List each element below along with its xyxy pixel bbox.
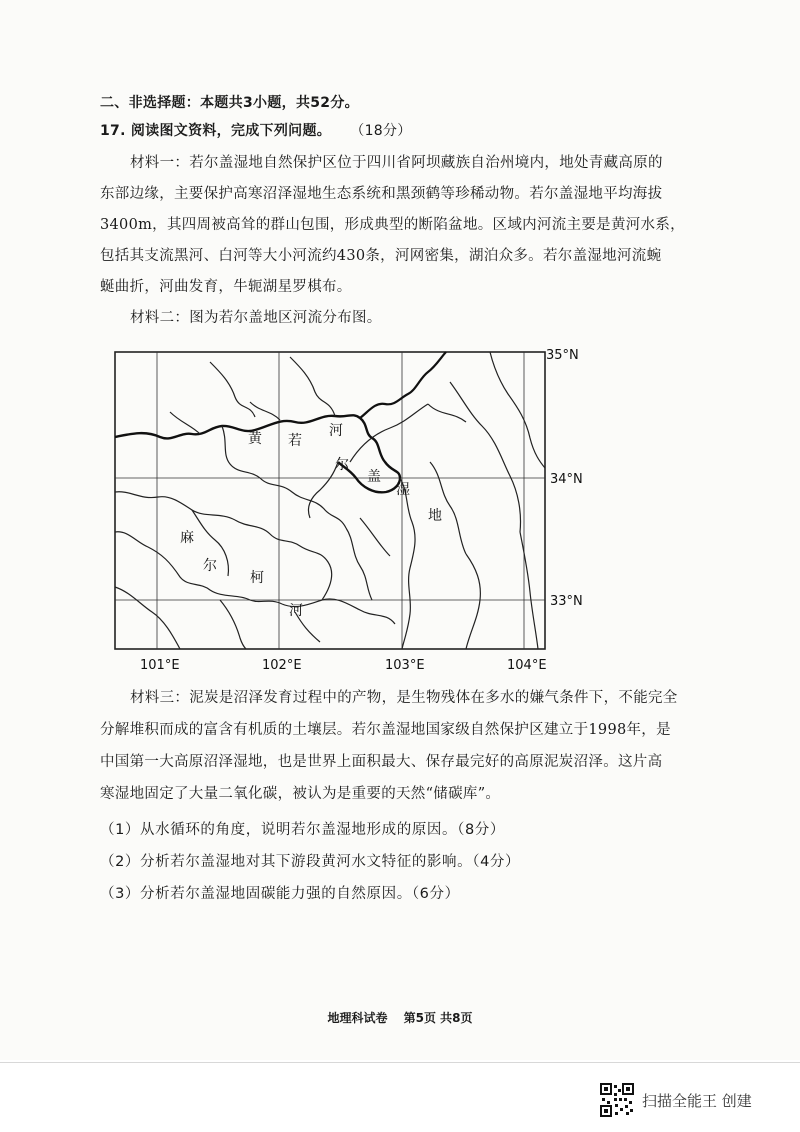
lon-label-102: 102°E <box>262 658 302 673</box>
sub-question-2: （2）分析若尔盖湿地对其下游段黄河水文特征的影响。（4分） <box>100 854 521 870</box>
map-label-he-2: 河 <box>289 603 303 619</box>
yellow-river <box>115 415 400 492</box>
river-network <box>115 352 545 649</box>
map-label-er-2: 尔 <box>203 558 217 574</box>
map-label-shi: 湿 <box>396 482 410 498</box>
material1-line-1: 材料一：若尔盖湿地自然保护区位于四川省阿坝藏族自治州境内，地处青藏高原的 <box>130 155 663 171</box>
map-label-he-1: 河 <box>329 423 343 439</box>
map-label-di: 地 <box>428 508 442 524</box>
material3-line-2: 分解堆积而成的富含有机质的土壤层。若尔盖湿地国家级自然保护区建立于1998年，是 <box>100 722 671 738</box>
material1-line-3: 3400m，其四周被高耸的群山包围，形成典型的断陷盆地。区域内河流主要是黄河水系， <box>100 217 685 233</box>
question-title <box>100 121 412 141</box>
lon-label-103: 103°E <box>385 658 425 673</box>
material2-text: 材料二：图为若尔盖地区河流分布图。 <box>130 310 382 326</box>
lon-label-101: 101°E <box>140 658 180 673</box>
question-score: （18分） <box>350 123 412 139</box>
material1-line-2: 东部边缘，主要保护高寒沼泽湿地生态系统和黑颈鹤等珍稀动物。若尔盖湿地平均海拔 <box>100 186 663 202</box>
sub-question-3: （3）分析若尔盖湿地固碳能力强的自然原因。（6分） <box>100 886 460 902</box>
footer-page: 第5页 共8页 <box>403 1011 473 1025</box>
page-footer <box>0 1009 800 1026</box>
section-header: 二、非选择题：本题共3小题，共52分。 <box>100 95 359 111</box>
page-divider <box>0 1062 800 1063</box>
material3-line-4: 寒湿地固定了大量二氧化碳，被认为是重要的天然“储碳库”。 <box>100 786 501 802</box>
map-label-er: 尔 <box>335 457 349 473</box>
lat-label-33: 33°N <box>550 594 583 609</box>
sub-question-1: （1）从水循环的角度，说明若尔盖湿地形成的原因。（8分） <box>100 822 505 838</box>
map-label-gai: 盖 <box>367 469 381 485</box>
scanner-watermark <box>600 1082 752 1118</box>
river-map <box>110 342 590 677</box>
map-label-ke: 柯 <box>250 570 264 586</box>
lat-label-35: 35°N <box>546 348 579 363</box>
map-label-huang: 黄 <box>248 431 262 447</box>
map-label-ruo: 若 <box>288 433 302 449</box>
question-title-text: 17. 阅读图文资料，完成下列问题。 <box>100 123 332 139</box>
map-frame <box>115 352 545 649</box>
material1-line-4: 包括其支流黑河、白河等大小河流约430条，河网密集，湖泊众多。若尔盖湿地河流蜿 <box>100 248 662 264</box>
qr-code-icon <box>600 1083 634 1117</box>
lat-label-34: 34°N <box>550 472 583 487</box>
map-label-ma: 麻 <box>180 530 194 546</box>
footer-subject: 地理科试卷 <box>327 1011 388 1025</box>
material1-line-5: 蜒曲折，河曲发育，牛轭湖星罗棋布。 <box>100 279 352 295</box>
lon-label-104: 104°E <box>507 658 547 673</box>
material3-line-1: 材料三：泥炭是沼泽发育过程中的产物，是生物残体在多水的嫌气条件下，不能完全 <box>130 690 678 706</box>
material3-line-3: 中国第一大高原沼泽湿地，也是世界上面积最大、保存最完好的高原泥炭沼泽。这片高 <box>100 754 663 770</box>
watermark-text: 扫描全能王 创建 <box>642 1091 752 1110</box>
